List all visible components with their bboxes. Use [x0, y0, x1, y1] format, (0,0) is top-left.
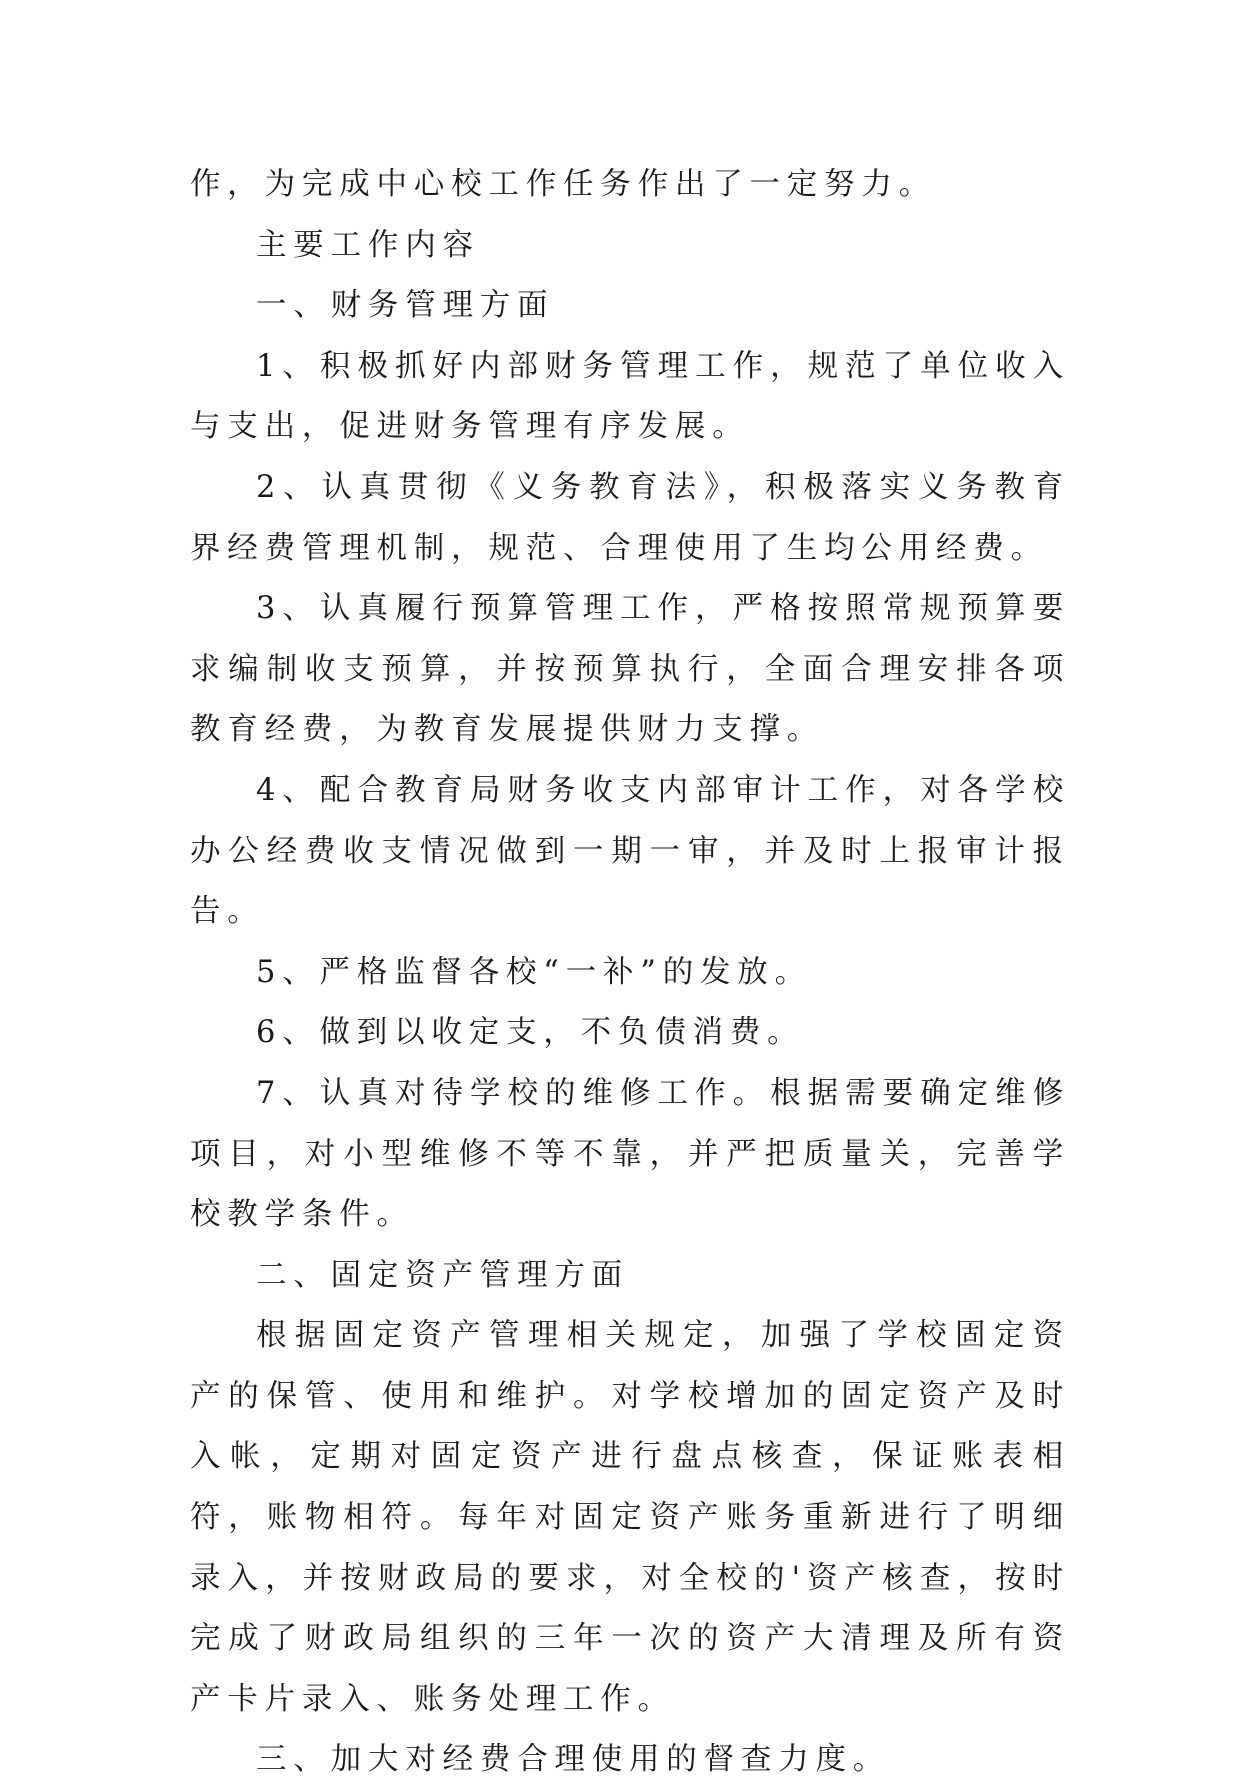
- section-heading-main-work: 主要工作内容: [256, 227, 480, 263]
- document-body: [190, 155, 1070, 1791]
- list-item-5: 5、严格监督各校“一补”的发放。: [256, 954, 812, 990]
- paragraph-fixed-assets: 根据固定资产管理相关规定，加强了学校固定资产的保管、使用和维护。对学校增加的固定资产及时入帐，定期对固定资产进行盘点核查，保证账表相符，账物相符。每年对固定资产账务重新进行了明细录入，并按财政局的要求，对全校的'资产核查，按时完成了财政局组织的三年一次的资产大清理及所有资产卡片录入、账务处理工作。: [190, 1318, 1070, 1717]
- paragraph-continuation: 作，为完成中心校工作任务作出了一定努力。: [190, 167, 936, 202]
- list-item-2: 2、认真贯彻《义务教育法》，积极落实义务教育界经费管理机制，规范、合理使用了生均公用经费。: [190, 469, 1070, 566]
- list-item-6: 6、做到以收定支，不负债消费。: [256, 1015, 805, 1051]
- list-item-3: 3、认真履行预算管理工作，严格按照常规预算要求编制收支预算，并按预算执行，全面合理安排各项教育经费，为教育发展提供财力支撑。: [190, 591, 1070, 748]
- section-heading-supervision: 三、加大对经费合理使用的督查力度。: [256, 1742, 891, 1778]
- section-heading-finance: 一、财务管理方面: [256, 288, 555, 324]
- list-item-1: 1、积极抓好内部财务管理工作，规范了单位收入与支出，促进财务管理有序发展。: [190, 348, 1070, 445]
- section-heading-fixed-assets: 二、固定资产管理方面: [256, 1257, 629, 1293]
- list-item-7: 7、认真对待学校的维修工作。根据需要确定维修项目，对小型维修不等不靠，并严把质量关，完善学校教学条件。: [190, 1075, 1070, 1233]
- list-item-4: 4、配合教育局财务收支内部审计工作，对各学校办公经费收支情况做到一期一审，并及时上报审计报告。: [190, 772, 1070, 930]
